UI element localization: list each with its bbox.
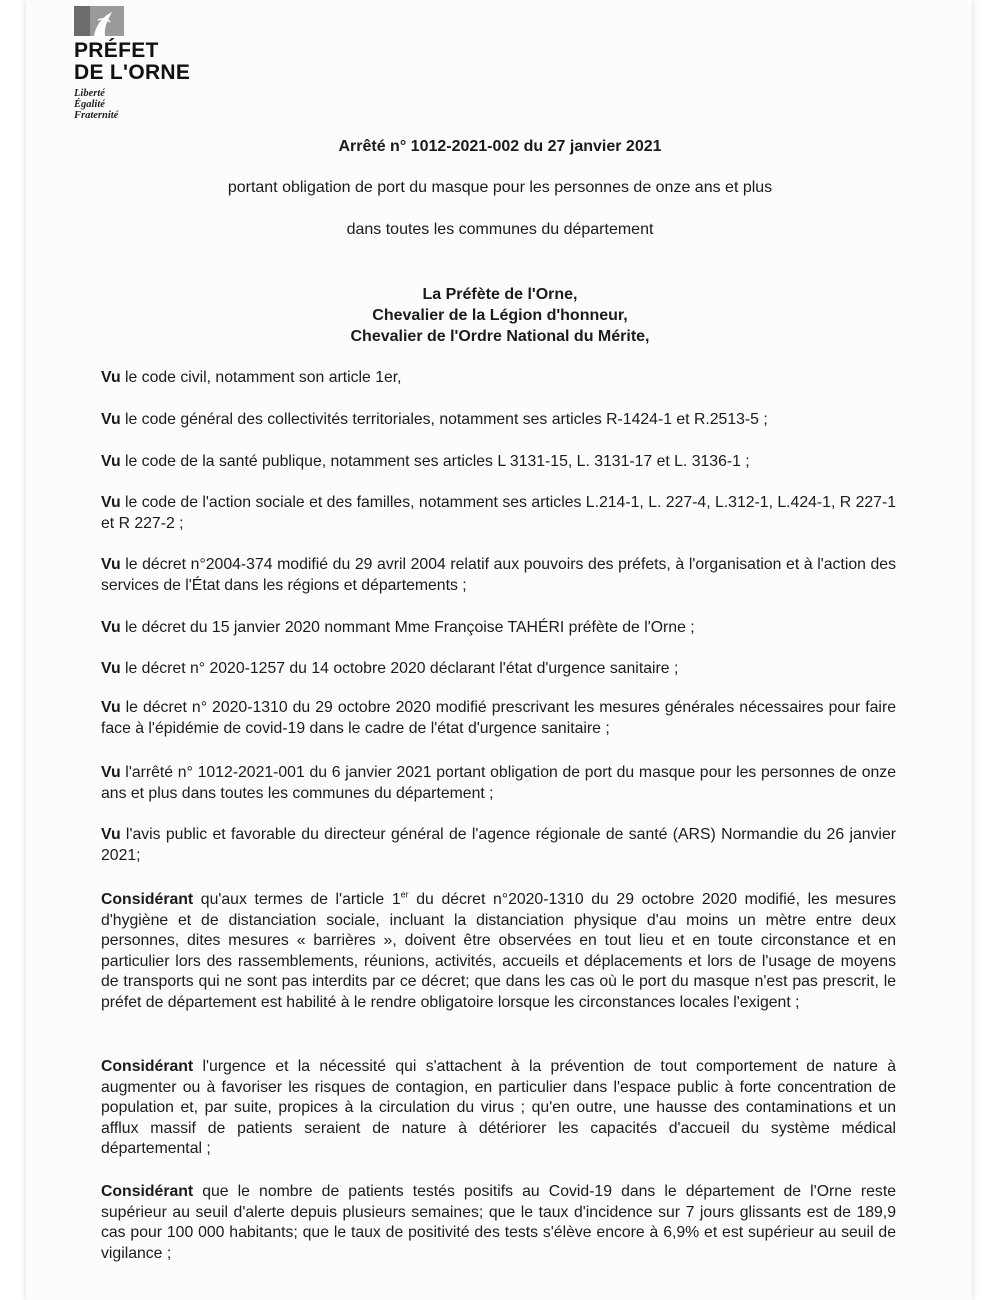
paragraph-text: le code civil, notamment son article 1er,	[120, 369, 402, 386]
visa-paragraph	[101, 555, 896, 596]
paragraph-lead: Vu	[101, 369, 121, 386]
visa-paragraph	[101, 452, 896, 473]
paragraph-text: le décret n°2004-374 modifié du 29 avril 2004 relatif aux pouvoirs des préfets, à l'organisation et à l'action des services de l'État dans les régions et départements ;	[101, 556, 896, 594]
paragraph-lead: Vu	[101, 660, 121, 677]
paragraph-text: le code de l'action sociale et des familles, notamment ses articles L.214-1, L. 227-4, L.312-1, L.424-1, R 227-1 et R 227-2 ;	[101, 494, 896, 532]
considerant-paragraph	[101, 1057, 896, 1160]
paragraph-lead: Considérant	[101, 891, 194, 908]
visa-paragraph	[101, 368, 896, 389]
paragraph-text: l'avis public et favorable du directeur général de l'agence régionale de santé (ARS) Normandie du 26 janvier 2021;	[101, 826, 896, 864]
visa-paragraph	[101, 493, 896, 534]
republic-motto	[74, 88, 190, 121]
paragraph-lead: Vu	[101, 494, 121, 511]
paragraph-lead: Vu	[101, 764, 121, 781]
motto-fraternite: Fraternité	[74, 110, 119, 121]
decree-subtitle-2: dans toutes les communes du département	[346, 221, 654, 238]
paragraph-text: le code de la santé publique, notamment ses articles L 3131-15, L. 3131-17 et L. 3136-1 ;	[120, 453, 750, 470]
paragraph-text: le décret du 15 janvier 2020 nommant Mme Françoise TAHÉRI préfète de l'Orne ;	[120, 619, 695, 636]
decree-subtitle-1: portant obligation de port du masque pour les personnes de onze ans et plus	[227, 179, 773, 196]
paragraph-lead: Vu	[101, 453, 121, 470]
visa-paragraph	[101, 825, 896, 866]
paragraph-text: l'urgence et la nécessité qui s'attachent à la prévention de tout comportement de nature à augmenter ou à favoriser les risques de contagion, en particulier dans l'espace public à forte concentration de population et, par suite, propices à la circulation du virus ; qu'en outre, une hausse des contaminations et un afflux massif de patients seraient de nature à détériorer les capacités d'accueil du système médical départemental ;	[101, 1058, 896, 1158]
paragraph-text: du décret n°2020-1310 du 29 octobre 2020 modifié, les mesures d'hygiène et de distanciation sociale, incluant la distanciation physique d'au moins un mètre entre deux personnes, dites mesures « barrières », doivent être observées en tout lieu et en toute circonstance et en particulier lors des rassemblements, réunions, activités, accueils et déplacements et lors de l'usage de moyens de transports qui ne sont pas interdits par ce décret; que dans les cas où le port du masque n'est pas prescrit, le préfet de département est habilité à le rendre obligatoire lorsque les circonstances locales l'exigent ;	[101, 891, 896, 1011]
authority-block	[0, 284, 1000, 347]
authority-line-2: Chevalier de la Légion d'honneur,	[372, 307, 628, 324]
motto-liberte: Liberté	[74, 88, 105, 99]
prefecture-header	[74, 6, 190, 121]
superscript: er	[400, 889, 409, 900]
paragraph-text: le code général des collectivités territoriales, notamment ses articles R-1424-1 et R.2513-5 ;	[120, 411, 768, 428]
authority-line-1: La Préfète de l'Orne,	[422, 286, 578, 303]
visa-paragraph	[101, 763, 896, 804]
visa-paragraph	[101, 698, 896, 739]
paragraph-text: le décret n° 2020-1257 du 14 octobre 2020 déclarant l'état d'urgence sanitaire ;	[120, 660, 679, 677]
prefet-line-2: DE L'ORNE	[74, 61, 191, 84]
paragraph-text: le décret n° 2020-1310 du 29 octobre 2020 modifié prescrivant les mesures générales nécessaires pour faire face à l'épidémie de covid-19 dans le cadre de l'état d'urgence sanitaire ;	[101, 699, 896, 737]
paragraph-text: qu'aux termes de l'article 1	[193, 891, 401, 908]
visa-paragraph	[101, 659, 896, 680]
considerant-paragraph	[101, 1182, 896, 1264]
decree-title: Arrêté n° 1012-2021-002 du 27 janvier 2021	[338, 138, 662, 155]
paragraph-lead: Vu	[101, 619, 121, 636]
authority-line-3: Chevalier de l'Ordre National du Mérite,	[350, 328, 650, 345]
considerant-paragraph	[101, 890, 896, 1014]
prefet-title	[74, 40, 190, 84]
paragraph-lead: Considérant	[101, 1183, 194, 1200]
visa-paragraph	[101, 410, 896, 431]
paragraph-text: l'arrêté n° 1012-2021-001 du 6 janvier 2021 portant obligation de port du masque pour les personnes de onze ans et plus dans toutes les communes du département ;	[101, 764, 896, 802]
visa-paragraph	[101, 618, 896, 639]
paragraph-lead: Vu	[101, 699, 121, 716]
paragraph-lead: Vu	[101, 411, 121, 428]
paragraph-lead: Considérant	[101, 1058, 194, 1075]
paragraph-lead: Vu	[101, 826, 121, 843]
motto-egalite: Égalité	[74, 99, 105, 110]
paragraph-lead: Vu	[101, 556, 121, 573]
prefet-line-1: PRÉFET	[74, 39, 159, 62]
marianne-logo-icon	[74, 6, 124, 36]
paragraph-text: que le nombre de patients testés positifs au Covid-19 dans le département de l'Orne reste supérieur au seuil d'alerte depuis plusieurs semaines; que le taux d'incidence sur 7 jours glissants est de 189,9 cas pour 100 000 habitants; que le taux de positivité des tests s'élève encore à 6,9% et est supérieur au seuil de vigilance ;	[101, 1183, 896, 1262]
